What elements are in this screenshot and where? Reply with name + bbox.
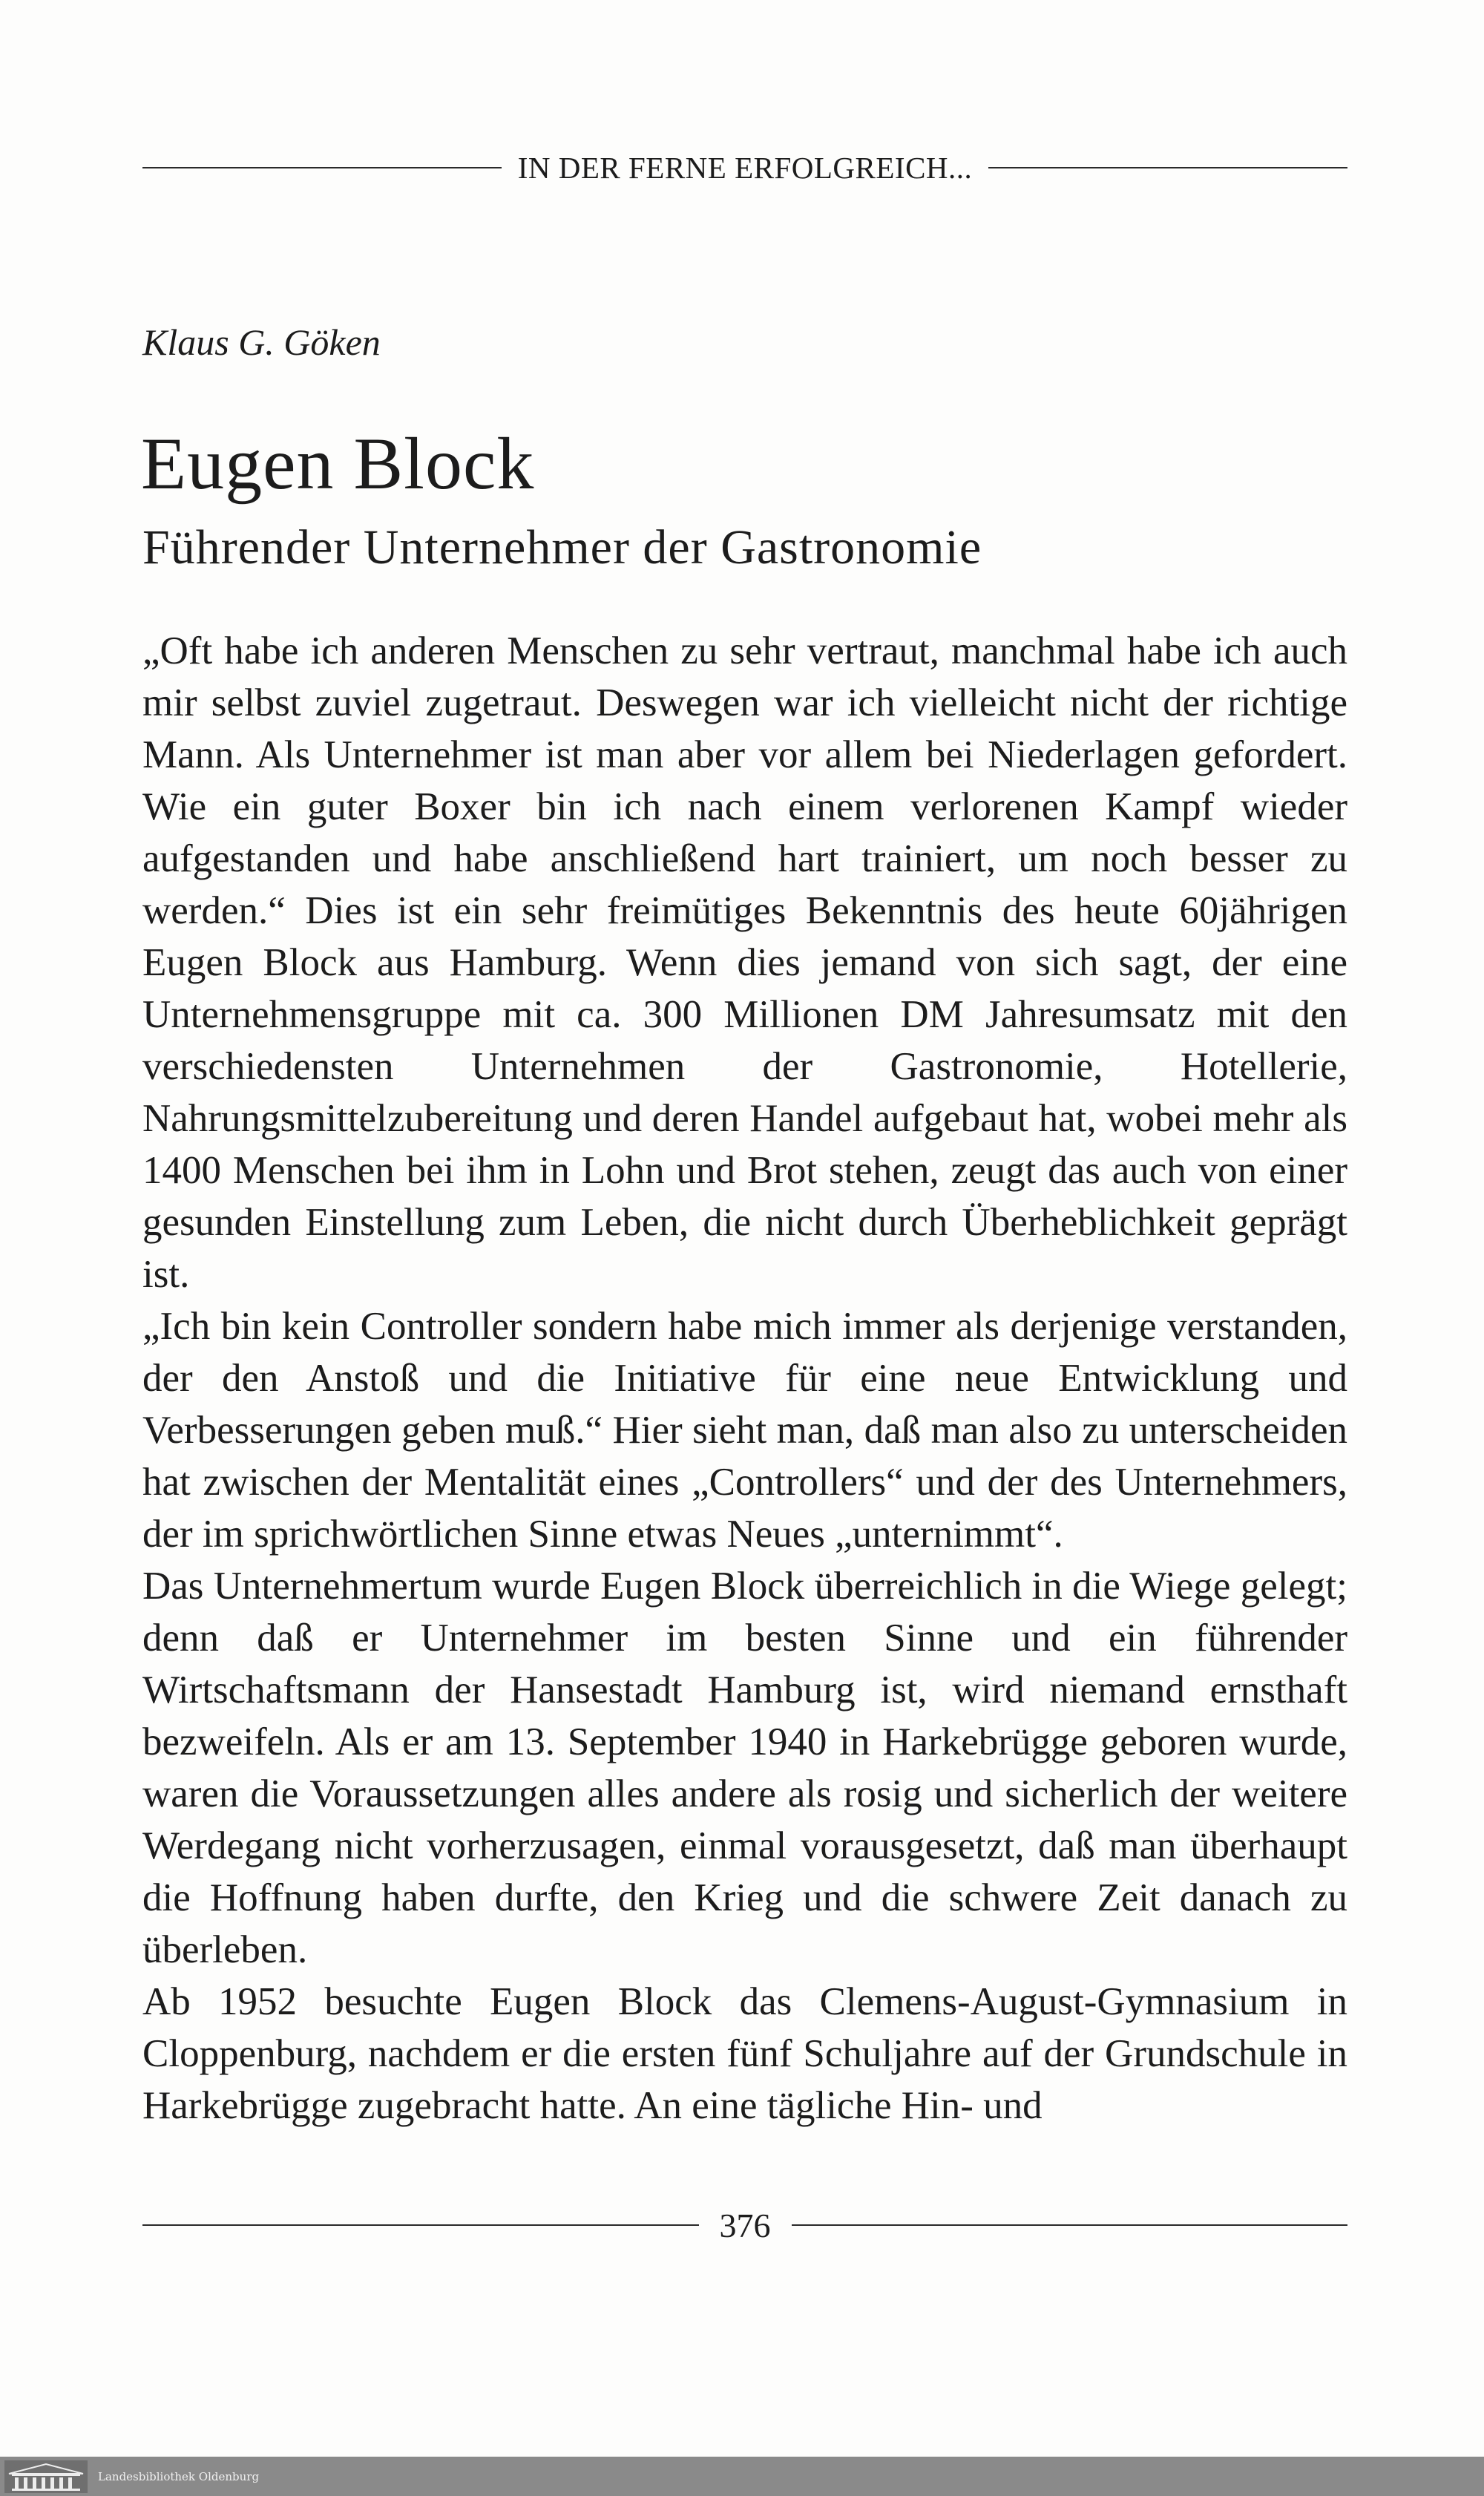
running-header <box>142 145 1347 190</box>
paragraph-1: „Oft habe ich anderen Menschen zu sehr vertraut, manchmal habe ich auch mir selbst zuviel zugetraut. Deswegen war ich vielleicht nicht der richtige Mann. Als Unternehmer ist man aber vor allem bei Niederlagen gefordert. Wie ein guter Boxer bin ich nach einem verlorenen Kampf wieder aufgestanden und habe anschließend hart trainiert, um noch besser zu werden.“ Dies ist ein sehr freimütiges Bekenntnis des heute 60jährigen Eugen Block aus Hamburg. Wenn dies jemand von sich sagt, der eine Unternehmensgruppe mit ca. 300 Millionen DM Jahresumsatz mit den verschiedensten Unternehmen der Gastronomie, Hotellerie, Nahrungsmittelzubereitung und deren Handel aufgebaut hat, wobei mehr als 1400 Menschen bei ihm in Lohn und Brot stehen, zeugt das auch von einer gesunden Einstellung zum Leben, die nicht durch Überheblichkeit geprägt ist. <box>142 629 1347 1296</box>
library-name: Landesbibliothek Oldenburg <box>98 2469 260 2483</box>
article-body <box>142 625 1347 2132</box>
library-building-icon <box>4 2460 88 2493</box>
library-watermark-bar <box>0 2457 1484 2496</box>
running-title: IN DER FERNE ERFOLGREICH... <box>517 151 973 185</box>
paragraph-3: Das Unternehmertum wurde Eugen Block überreichlich in die Wiege gelegt; denn daß er Unternehmer im besten Sinne und ein führender Wirtschaftsmann der Hansestadt Hamburg ist, wird niemand ernsthaft bezweifeln. Als er am 13. September 1940 in Harkebrügge geboren wurde, waren die Voraussetzungen alles andere als rosig und sicherlich der weitere Werdegang nicht vorherzusagen, einmal vorausgesetzt, daß man überhaupt die Hoffnung haben durfte, den Krieg und die schwere Zeit danach zu überleben. <box>142 1565 1347 1971</box>
page-footer <box>142 2203 1347 2247</box>
article-title: Eugen Block <box>141 422 535 505</box>
paragraph-2: „Ich bin kein Controller sondern habe mich immer als derjenige verstanden, der den Anstoß und die Initiative für eine neue Entwicklung und Verbesserungen geben muß.“ Hier sieht man, daß man also zu unterscheiden hat zwischen der Mentalität eines „Controllers“ und der des Unternehmers, der im sprichwörtlichen Sinne etwas Neues „unternimmt“. <box>142 1305 1347 1556</box>
header-rule-right <box>988 167 1347 168</box>
page-number: 376 <box>719 2206 771 2244</box>
footer-rule-left <box>142 2224 699 2226</box>
header-rule-left <box>142 167 502 168</box>
author-name: Klaus G. Göken <box>142 321 381 363</box>
paragraph-4: Ab 1952 besuchte Eugen Block das Clemens-August-Gymnasium in Cloppenburg, nachdem er die ersten fünf Schuljahre auf der Grundschule in Harkebrügge zugebracht hatte. An eine tägliche Hin- und <box>142 1980 1347 2127</box>
article-subtitle: Führender Unternehmer der Gastronomie <box>142 520 982 574</box>
footer-rule-right <box>792 2224 1348 2226</box>
